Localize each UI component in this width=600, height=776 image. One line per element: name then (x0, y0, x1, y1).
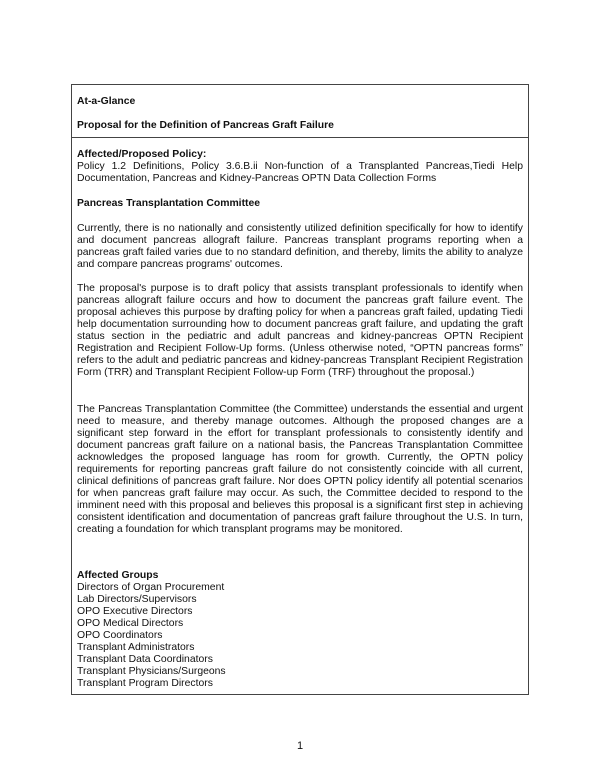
page-number: 1 (296, 740, 304, 752)
affected-policy-text: Policy 1.2 Definitions, Policy 3.6.B.ii Non-function of a Transplanted Pancreas,Tiedi Help Documentation, Pancreas and Kidney-Pancreas OPTN Data Collection Forms (77, 161, 523, 184)
proposal-title: Proposal for the Definition of Pancreas Graft Failure (77, 120, 334, 131)
paragraph-3: The Pancreas Transplantation Committee (the Committee) understands the essential and urgent need to measure, and thereby manage outcomes. Although the proposed changes are a significant step forward in the effort for transplant professionals to consistently identify and document pancreas graft failure on a national basis, the Pancreas Transplantation Committee acknowledges the proposed language has room for growth. Currently, the OPTN policy requirements for reporting pancreas graft failure do not consistently coincide with all current, clinical definitions of pancreas graft failure. Nor does OPTN policy identify all potential scenarios for when pancreas graft failure may occur. As such, the Committee decided to respond to the imminent need with this proposal and believes this proposal is a significant first step in achieving consistent identification and documentation of pancreas graft failure throughout the U.S. In turn, creating a foundation for which transplant programs may be monitored. (77, 404, 523, 535)
affected-groups-list (77, 582, 523, 690)
list-item: OPO Coordinators (77, 630, 163, 641)
list-item: Directors of Organ Procurement (77, 582, 225, 593)
paragraph-1: Currently, there is no nationally and consistently utilized definition specifically for how to identify and document pancreas allograft failure. Pancreas transplant programs reporting when a pancreas graft failed varies due to no standard definition, and thereby, limits the ability to analyze and compare pancreas programs' outcomes. (77, 223, 523, 270)
committee-heading: Pancreas Transplantation Committee (77, 198, 261, 209)
at-a-glance-label: At-a-Glance (77, 96, 136, 107)
list-item: OPO Executive Directors (77, 606, 193, 617)
affected-groups-heading: Affected Groups (77, 570, 159, 581)
paragraph-2: The proposal's purpose is to draft policy that assists transplant professionals to identify when pancreas allograft failure occurs and how to document the pancreas graft failure event. The proposal achieves this purpose by drafting policy for when a pancreas graft failed, updating Tiedi help documentation surrounding how to document pancreas graft failure, and updating the graft status section in the pediatric and adult pancreas and kidney-pancreas OPTN Recipient Registration and Recipient Follow-Up forms. (Unless otherwise noted, “OPTN pancreas forms” refers to the adult and pediatric pancreas and kidney-pancreas Transplant Recipient Registration Form (TRR) and Transplant Recipient Follow-up Form (TRF) throughout the proposal.) (77, 283, 523, 378)
list-item: Transplant Administrators (77, 642, 195, 653)
list-item: Transplant Physicians/Surgeons (77, 666, 226, 677)
list-item: Transplant Data Coordinators (77, 654, 213, 665)
list-item: Lab Directors/Supervisors (77, 594, 197, 605)
list-item: OPO Medical Directors (77, 618, 184, 629)
list-item: Transplant Program Directors (77, 678, 213, 689)
header-divider (71, 137, 529, 138)
affected-policy-heading: Affected/Proposed Policy: (77, 149, 207, 160)
